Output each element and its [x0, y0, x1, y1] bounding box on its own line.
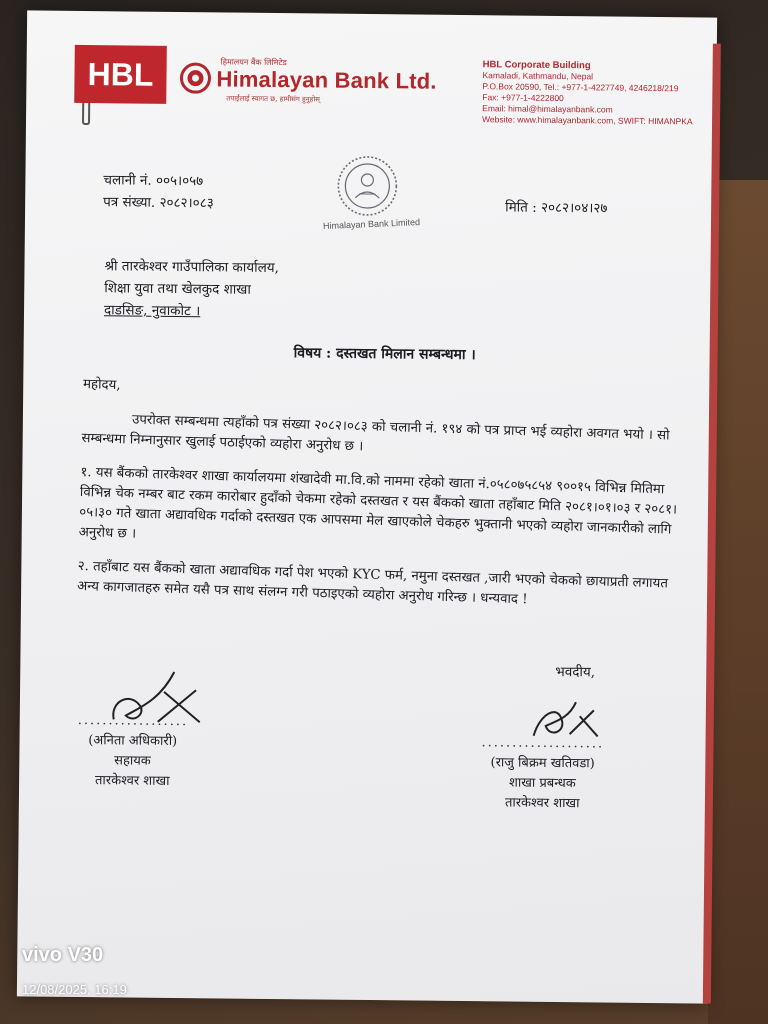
corporate-line: P.O.Box 20590, Tel.: +977-1-4227749, 4246218/219: [482, 81, 679, 94]
addressee-line: शिक्षा युवा तथा खेलकुद शाखा: [104, 280, 251, 298]
signer-left: [77, 711, 188, 792]
camera-watermark: vivo V30: [22, 944, 104, 966]
signature-line: ..................: [77, 712, 189, 730]
signer-left-title: सहायक: [114, 753, 151, 769]
bank-emblem-icon: [179, 62, 211, 94]
signer-right-title: शाखा प्रबन्धक: [508, 775, 576, 792]
paragraph: उपरोक्त सम्बन्धमा त्यहाँको पत्र संख्या २०८२।०८३ को चलानी नं. १९४ को पत्र प्राप्त भई व्यहोरा अवगत भयो । सो सम्बन्धमा निम्नानुसार खुलाई पठाईएको व्यहोरा अनुरोध छ ।: [81, 412, 670, 455]
paragraph: १. यस बैंकको तारकेश्वर शाखा कार्यालयमा शंखादेवी मा.वि.को नाममा रहेको खाता नं.०५८०७५८५४ ९००१५ विभिन्न मितिमा विभिन्न चेक नम्बर बाट रकम कारोबार हुदाँको चेकमा रहेको दस्तखत र यस बैंकको खाता तहाँबाट मिति २०८१।०१।०३ र २०८१।०५।३० गते खाता अद्यावधिक गर्दाको दस्तखत एक आपसमा मेल खाएकोले चेकहरु भुक्तानी भएको व्यहोरा जानकारीको लागि अनुरोध छ ।: [78, 464, 678, 542]
photo-timestamp: 12/08/2025, 16:19: [22, 982, 127, 997]
letter-page: [17, 10, 717, 1003]
closing: भवदीय,: [555, 663, 596, 681]
bank-tagline: तपाईंलाई स्वागत छ, हामीसंग हुनुहोस्: [226, 94, 320, 104]
letter-number: पत्र संख्या. २०८२।०८३: [103, 194, 214, 212]
paragraph: २. तहाँबाट यस बैंकको खाता अद्यावधिक गर्दा पेश भएको KYC फर्म, नमुना दस्तखत ,जारी भएको चेकको छायाप्रती लगायत अन्य कागजातहरु समेत यसै पत्र साथ संलग्न गरी पठाइएको व्यहोरा अनुरोध गरिन्छ । धन्यवाद !: [76, 558, 669, 608]
corporate-address: [482, 59, 723, 128]
chalani-number: चलानी नं. ००५।०५७: [103, 172, 204, 190]
salutation: महोदय,: [82, 377, 121, 394]
bank-name-nepali: हिमालयन बैंक लिमिटेड: [220, 57, 287, 68]
addressee-block: [104, 255, 279, 323]
signer-right-name: (राजु बिक्रम खतिवडा): [490, 755, 595, 772]
hbl-logo: HBL: [74, 45, 167, 104]
corporate-line: Email: himal@himalayanbank.com: [482, 103, 613, 115]
reference-block: [103, 169, 214, 214]
corporate-line: Kamaladi, Kathmandu, Nepal: [482, 70, 594, 82]
addressee-line: दाडसिङ, नुवाकोट ।: [103, 302, 201, 320]
corporate-title: HBL Corporate Building: [482, 59, 591, 72]
bank-seal-icon: [335, 154, 400, 219]
corporate-line: Fax: +977-1-4222800: [482, 92, 564, 104]
letter-body: [76, 375, 683, 629]
signer-right: [481, 733, 604, 814]
signature-line: ....................: [481, 735, 605, 752]
corporate-line: Website: www.himalayanbank.com, SWIFT: HIMANPKA: [482, 114, 693, 127]
signer-right-branch: तारकेश्वर शाखा: [504, 795, 580, 812]
addressee-line: श्री तारकेश्वर गाउँपालिका कार्यालय,: [104, 258, 280, 277]
subject-line: विषय : दस्तखत मिलान सम्बन्धमा ।: [293, 345, 476, 364]
letter-date: मिति : २०८२।०४।२७: [505, 199, 608, 217]
seal-label: Himalayan Bank Limited: [322, 217, 421, 232]
signer-left-name: (अनिता अधिकारी): [88, 733, 178, 750]
signer-left-branch: तारकेश्वर शाखा: [94, 773, 170, 789]
bank-name: Himalayan Bank Ltd.: [216, 66, 437, 94]
